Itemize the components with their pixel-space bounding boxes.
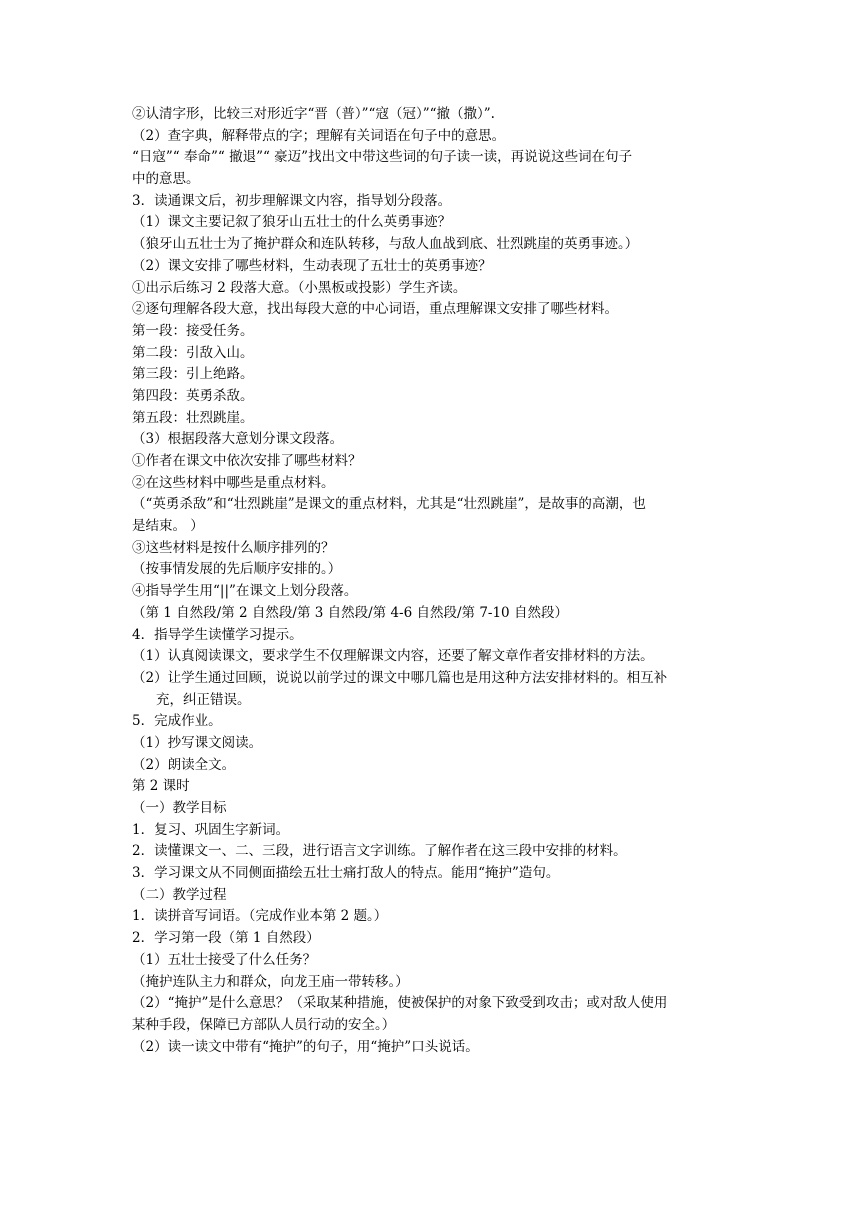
text-line: 2．学习第一段（第 1 自然段）	[132, 930, 320, 947]
text-line: （按事情发展的先后顺序安排的。）	[132, 561, 342, 578]
text-line: （第 1 自然段/第 2 自然段/第 3 自然段/第 4-6 自然段/第 7-10 自然段）	[132, 604, 568, 621]
text-line: 3．读通课文后，初步理解课文内容，指导划分段落。	[132, 192, 452, 209]
text-line: 充，纠正错误。	[156, 691, 251, 708]
text-line: 中的意思。	[132, 171, 200, 188]
text-line: （掩护连队主力和群众，向龙王庙一带转移。）	[132, 973, 409, 990]
text-line: （1）抄写课文阅读。	[132, 734, 263, 751]
text-line: （2）朗读全文。	[132, 756, 236, 773]
text-line: 第二段：引敌入山。	[132, 344, 254, 361]
text-line: （2）读一读文中带有“掩护”的句子，用“掩护”口头说话。	[132, 1038, 479, 1055]
text-line: 是结束。 ）	[132, 518, 204, 535]
text-line: 某种手段，保障已方部队人员行动的安全。）	[132, 1016, 396, 1033]
text-line: 第五段：壮烈跳崖。	[132, 409, 254, 426]
text-line: ③这些材料是按什么顺序排列的？	[132, 539, 335, 556]
text-line: “日寇”“ 奉命”“ 撤退”“ 豪迈”找出文中带这些词的句子读一读，再说说这些词在句子	[132, 149, 633, 166]
text-line: （1）五壮士接受了什么任务？	[132, 951, 317, 968]
text-line: （2）课文安排了哪些材料，生动表现了五壮士的英勇事迹？	[132, 257, 492, 274]
text-line: ②逐句理解各段大意，找出每段大意的中心词语，重点理解课文安排了哪些材料。	[132, 301, 618, 318]
text-line: 4．指导学生读懂学习提示。	[132, 626, 303, 643]
text-line: 2．读懂课文一、二、三段，进行语言文字训练。了解作者在这三段中安排的材料。	[132, 843, 627, 860]
text-line: （3）根据段落大意划分课文段落。	[132, 431, 344, 448]
text-line: ①作者在课文中依次安排了哪些材料？	[132, 453, 362, 469]
text-line: 3．学习课文从不同侧面描绘五壮士痛打敌人的特点。能用“掩护”造句。	[132, 865, 560, 882]
text-line: 第四段：英勇杀敌。	[132, 387, 254, 404]
text-line: （1）课文主要记叙了狼牙山五壮士的什么英勇事迹？	[132, 214, 452, 231]
text-line: ②认清字形，比较三对形近字“晋（普）”“寇（冠）”“撤（撒）”.	[132, 106, 495, 122]
text-line: 第 2 课时	[132, 778, 190, 795]
text-line: 第一段：接受任务。	[132, 322, 254, 339]
text-line: ②在这些材料中哪些是重点材料。	[132, 474, 335, 491]
text-line: ④指导学生用“||”在课文上划分段落。	[132, 583, 358, 600]
text-line: 1．复习、巩固生字新词。	[132, 821, 290, 838]
text-line: ①出示后练习 2 段落大意。（小黑板或投影）学生齐读。	[132, 279, 467, 296]
text-line: （二）教学过程	[132, 886, 227, 903]
text-line: （1）认真阅读课文，要求学生不仅理解课文内容，还要了解文章作者安排材料的方法。	[132, 648, 654, 665]
text-line: （2）查字典，解释带点的字；理解有关词语在句子中的意思。	[132, 127, 506, 144]
text-line: （狼牙山五壮士为了掩护群众和连队转移，与敌人血战到底、壮烈跳崖的英勇事迹。）	[132, 236, 639, 253]
text-line: （2）“掩护”是什么意思？（采取某种措施，使被保护的对象下致受到攻击；或对敌人使用	[132, 995, 668, 1012]
text-line: 第三段：引上绝路。	[132, 366, 254, 383]
text-line: （一）教学目标	[132, 800, 227, 816]
text-line: 1．读拼音写词语。（完成作业本第 2 题。）	[132, 908, 388, 925]
document-page	[132, 104, 732, 1058]
text-line: （2）让学生通过回顾，说说以前学过的课文中哪几篇也是用这种方法安排材料的。相互补	[132, 669, 668, 686]
text-line: （“英勇杀敌”和“壮烈跳崖”是课文的重点材料，尤其是“壮烈跳崖”，是故事的高潮，也	[132, 496, 646, 513]
text-line: 5．完成作业。	[132, 713, 222, 730]
